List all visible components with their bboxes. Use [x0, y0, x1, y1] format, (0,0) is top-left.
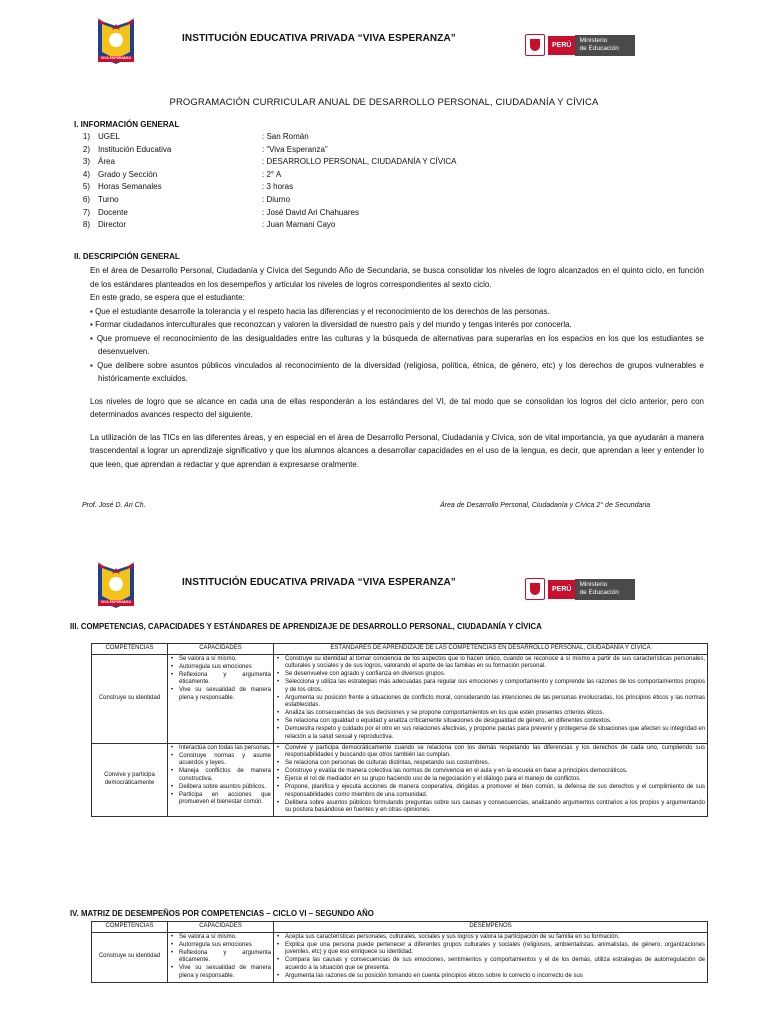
info-value: : 2° A [262, 169, 282, 179]
column-header: COMPETENCIAS [92, 922, 168, 933]
general-info-list [72, 131, 572, 241]
info-row [72, 169, 572, 181]
competencia-cell: Construye su identidad [92, 654, 168, 743]
competencia-cell: Construye su identidad [92, 932, 168, 982]
info-label: Docente [98, 207, 128, 217]
list-item: • Autorregula sus emociones [179, 942, 271, 950]
desempenos-cell [274, 932, 708, 982]
list-item: • Construye su identidad al tomar conciencia de los aspectos que lo hacen único, cuando se reconoce a sí mismo a partir de sus características personales, culturales y sociales y de sus logros, valorando el aporte de las familias en su formación personal. [285, 656, 705, 671]
info-label: Turno [98, 195, 119, 204]
info-value: : José David Ari Chahuares [262, 207, 359, 217]
column-header: COMPETENCIAS [92, 644, 168, 655]
section-desc-heading: II. DESCRIPCIÓN GENERAL [74, 252, 180, 261]
school-logo [92, 560, 140, 617]
minedu-logo [525, 34, 635, 56]
peru-shield-icon [525, 34, 545, 56]
info-row [72, 156, 572, 168]
info-label: UGEL [98, 132, 120, 141]
info-number: 5) [82, 182, 90, 192]
desc-bullet: ▪ Que promueve el reconocimiento de las desigualdades entre las culturas y la búsqueda de alternativas para superarlas en los espacios en los que los estudiantes se desenvuelven. [90, 333, 705, 356]
info-number: 3) [82, 157, 90, 167]
info-label: Horas Semanales [98, 182, 162, 192]
info-number: 7) [82, 207, 90, 217]
capacidades-cell [168, 654, 274, 743]
ministerio-line1: Ministerio [579, 580, 608, 588]
ministerio-line1: Ministerio [579, 36, 608, 44]
info-value: : DESARROLLO PERSONAL, CIUDADANÍA Y CÍVICA [262, 157, 457, 167]
list-item: • Autorregula sus emociones [179, 664, 271, 672]
competencia-cell: Convive y participa democráticamente [92, 743, 168, 817]
desc-paragraph-4: La utilización de las TICs en las diferentes áreas, y en especial en el área de Desarrollo Personal, Ciudadanía y Cívica, son de vital importancia, ya que ayudarán a manera trascendental a lograr un aprendizaje significativo y que los alumnos alcances a desarrollar capacidades en el uso de la lengua, es decir, que aprendan a leer y entender lo que leen, que aprendan a redactar y que aprendan a expresarse oralmente. [90, 432, 704, 469]
list-item: • Explica que una persona puede pertenecer a diferentes grupos culturales y sociales (religiosos, ambientalistas, animalistas, de género, organizaciones juveniles, etc) y que eso enriquece su identidad. [285, 942, 705, 957]
institution-title: INSTITUCIÓN EDUCATIVA PRIVADA “VIVA ESPERANZA” [182, 33, 456, 44]
page-title: PROGRAMACIÓN CURRICULAR ANUAL DE DESARROLLO PERSONAL, CIUDADANÍA Y CÍVICA [169, 97, 599, 108]
list-item: • Interactúa con todas las personas. [179, 745, 271, 753]
table-header-row [92, 922, 708, 933]
info-row [72, 207, 572, 219]
ministerio-line2: de Educación [579, 44, 619, 52]
desc-paragraph-2: En este grado, se espera que el estudiante: [90, 293, 245, 302]
list-item: • Selecciona y utiliza las estrategias más adecuadas para regular sus emociones y comportamiento y comprende las razones de los comportamientos propios y de los otros. [285, 679, 705, 694]
ministerio-line2: de Educación [579, 588, 619, 596]
minedu-logo [525, 578, 635, 600]
list-item: • Se valora a sí mismo. [179, 934, 271, 942]
institution-title: INSTITUCIÓN EDUCATIVA PRIVADA “VIVA ESPERANZA” [182, 577, 456, 588]
info-value: : San Román [262, 132, 309, 141]
table-header-row [92, 644, 708, 655]
list-item: • Se relaciona con igualdad o equidad y analiza críticamente situaciones de desigualdad de género, en diferentes contextos. [285, 718, 705, 726]
column-header: ESTÁNDARES DE APRENDIZAJE DE LAS COMPETENCIAS EN DESARROLLO PERSONAL, CIUDADANÍA Y CÍVICA [274, 644, 708, 655]
table-row [92, 932, 708, 982]
peru-shield-icon [525, 578, 545, 600]
desc-bullet: ▪ Que delibere sobre asuntos públicos vinculados al reconocimiento de la diversidad (religiosa, política, étnica, de género, etc) y los derechos de grupos vulnerables e históricamente excluidos. [90, 360, 704, 383]
info-row [72, 131, 572, 143]
ministerio-label [575, 35, 634, 56]
list-item: • Compara las causas y consecuencias de sus emociones, sentimientos y comportamientos y el de los demás, utiliza estrategias de autorregulación de acuerdo a la situación que se presenta. [285, 957, 705, 972]
capacidades-cell [168, 932, 274, 982]
peru-label: PERÚ [548, 36, 575, 55]
list-item: • Vive su sexualidad de manera plena y responsable. [179, 687, 271, 702]
info-value: : 3 horas [262, 182, 294, 192]
table-row [92, 654, 708, 743]
column-header: CAPACIDADES [168, 644, 274, 655]
info-row [72, 194, 572, 206]
school-logo [92, 16, 140, 73]
signature-left: Prof. José D. Ari Ch. [82, 502, 146, 509]
peru-label: PERÚ [548, 580, 575, 599]
list-item: • Propone, planifica y ejecuta acciones de manera cooperativa, dirigidas a promover el bien común, la defensa de sus derechos y el cumplimiento de sus responsabilidades como miembro de una comunidad. [285, 784, 705, 799]
desc-paragraph-1: En el área de Desarrollo Personal, Ciudadanía y Cívica del Segundo Año de Secundaria, se busca consolidar los niveles de logro alcanzados en el quinto ciclo, en función de los estándares planteados en los desempeños y articular los niveles de logros correspondientes al sexto ciclo. [90, 266, 704, 289]
list-item: • Convive y participa democráticamente cuando se relaciona con los demás respetando las diferencias y los derechos de cada uno, cumpliendo sus responsabilidades y buscando que otros también las cumplan. [285, 745, 705, 760]
list-item: • Vive su sexualidad de manera plena y responsable. [179, 965, 271, 980]
list-item: • Se desenvuelve con agrado y confianza en diversos grupos. [285, 671, 705, 679]
list-item: • Analiza las consecuencias de sus decisiones y se propone comportamientos en los que estén presentes criterios éticos. [285, 710, 705, 718]
info-value: : “Viva Esperanza” [262, 144, 328, 154]
list-item: • Acepta sus características personales, culturales, sociales y sus logros y valora la participación de su familia en su formación. [285, 934, 705, 942]
info-row [72, 181, 572, 193]
ministerio-label [575, 579, 634, 600]
info-number: 4) [82, 169, 90, 179]
list-item: • Argumenta su posición frente a situaciones de conflicto moral, considerando las intenciones de las personas involucradas, los principios éticos y las normas establecidas. [285, 695, 705, 710]
info-label: Área [98, 157, 115, 167]
desc-paragraph-3: Los niveles de logro que se alcance en cada una de ellas responderán a los estándares del VI, de tal modo que se consolidan los logros del ciclo anterior, pero con determinados avances respecto del siguiente. [90, 396, 704, 419]
info-value: : Diurno [262, 195, 291, 204]
section-matriz-heading: IV. MATRIZ DE DESEMPEÑOS POR COMPETENCIAS – CICLO VI – SEGUNDO AÑO [70, 909, 374, 918]
list-item: • Delibera sobre asuntos públicos. [179, 784, 271, 792]
info-value: : Juan Mamani Cayo [262, 220, 336, 230]
info-row [72, 144, 572, 156]
signature-right: Área de Desarrollo Personal, Ciudadanía y Cívica 2° de Secundaria [440, 502, 651, 509]
capacidades-cell [168, 743, 274, 817]
estandares-cell [274, 743, 708, 817]
desempenos-table [91, 921, 708, 983]
list-item: • Argumenta las razones de su posición tomando en cuenta principios éticos sobre lo correcto o incorrecto de sus [285, 973, 705, 981]
list-item: • Demuestra respeto y cuidado por el otro en sus relaciones afectivas, y propone pautas para prevenir y protegerse de situaciones que afecten su integridad en relación a la salud sexual y reproductiva. [285, 726, 705, 741]
desc-bullet: ▪ Formar ciudadanos interculturales que reconozcan y valoren la diversidad de nuestro país y del mundo y tengas interés por conocerla. [90, 320, 572, 329]
logo-text: VIVA ESPERANZA [100, 56, 132, 60]
list-item: • Delibera sobre asuntos públicos formulando preguntas sobre sus causas y consecuencias, analizando argumentos contrarios a los propios y argumentando su postura basándose en fuentes y en otras opiniones. [285, 800, 705, 815]
column-header: DESEMPEÑOS [274, 922, 708, 933]
list-item: • Participa en acciones que promueven el bienestar común. [179, 792, 271, 807]
list-item: • Ejerce el rol de mediador en su grupo haciendo uso de la negociación y el diálogo para el manejo de conflictos. [285, 776, 705, 784]
section-info-heading: I. INFORMACIÓN GENERAL [74, 120, 180, 129]
logo-text: VIVA ESPERANZA [100, 600, 132, 604]
list-item: • Reflexiona y argumenta éticamente. [179, 950, 271, 965]
info-number: 8) [82, 220, 90, 230]
info-number: 1) [82, 132, 90, 141]
column-header: CAPACIDADES [168, 922, 274, 933]
description-body [90, 264, 704, 471]
info-label: Grado y Sección [98, 169, 158, 179]
list-item: • Se valora a sí mismo. [179, 656, 271, 664]
info-number: 6) [82, 195, 90, 204]
list-item: • Construye y evalúa de manera colectiva las normas de convivencia en el aula y en la escuela en base a principios democráticos. [285, 768, 705, 776]
list-item: • Maneja conflictos de manera constructiva. [179, 768, 271, 783]
section-comp-heading: III. COMPETENCIAS, CAPACIDADES Y ESTÁNDARES DE APRENDIZAJE DE DESARROLLO PERSONAL, CIUDADANÍA Y CÍVICA [70, 622, 542, 631]
info-number: 2) [82, 144, 90, 154]
list-item: • Reflexiona y argumenta éticamente. [179, 672, 271, 687]
list-item: • Se relaciona con personas de culturas distintas, respetando sus costumbres. [285, 760, 705, 768]
desc-bullet: ▪ Que el estudiante desarrolle la tolerancia y el respeto hacia las diferencias y el reconocimiento de los derechos de las personas. [90, 306, 550, 316]
list-item: • Construye normas y asume acuerdos y leyes. [179, 753, 271, 768]
info-label: Director [98, 220, 127, 230]
table-row [92, 743, 708, 817]
info-row [72, 219, 572, 231]
competencias-table [91, 643, 708, 817]
estandares-cell [274, 654, 708, 743]
info-label: Institución Educativa [98, 144, 172, 154]
